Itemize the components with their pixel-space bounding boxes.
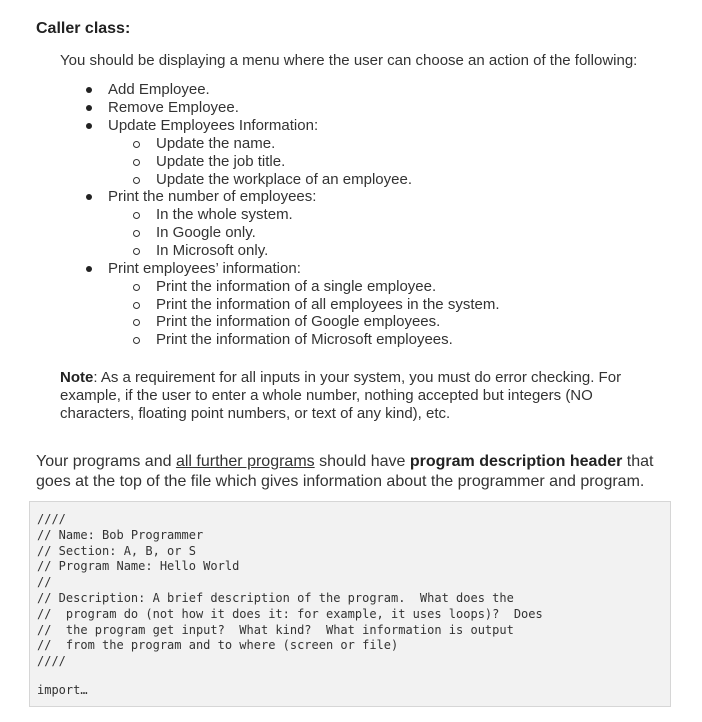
hollow-bullet-icon xyxy=(133,337,140,344)
hollow-bullet-icon xyxy=(133,248,140,255)
submenu-item xyxy=(108,206,500,224)
code-line: // Section: A, B, or S xyxy=(37,543,196,558)
submenu-item xyxy=(108,224,500,242)
submenu-item xyxy=(108,313,500,331)
submenu-item xyxy=(108,153,500,171)
menu-item-label: Update Employees Information: xyxy=(108,117,319,134)
submenu-item-label: Update the workplace of an employee. xyxy=(156,170,412,188)
bullet-icon xyxy=(86,194,92,200)
para-bold: program description header xyxy=(409,453,623,470)
code-line: //// xyxy=(37,512,66,526)
menu-item xyxy=(60,117,500,188)
hollow-bullet-icon xyxy=(133,302,140,309)
para-part3: that goes at the top of the file which gives information about the programmer and program. xyxy=(36,453,654,490)
bullet-icon xyxy=(86,123,92,129)
para-part1: Your programs and xyxy=(36,453,176,470)
hollow-bullet-icon xyxy=(133,177,140,184)
menu-item xyxy=(60,81,500,99)
submenu-list xyxy=(108,278,500,349)
code-line: // xyxy=(37,575,52,590)
hollow-bullet-icon xyxy=(133,159,140,166)
bullet-icon xyxy=(86,87,92,93)
para-part2: should have xyxy=(314,453,410,470)
bullet-icon xyxy=(86,266,92,272)
hollow-bullet-icon xyxy=(133,284,140,291)
hollow-bullet-icon xyxy=(133,319,140,326)
submenu-item xyxy=(108,278,500,296)
hollow-bullet-icon xyxy=(133,212,140,219)
submenu-item xyxy=(108,242,500,260)
section-heading: Caller class: xyxy=(36,20,131,37)
code-line: // Name: Bob Programmer xyxy=(37,527,204,542)
code-line: // from the program and to where (screen or file) xyxy=(37,638,399,653)
code-line: // Description: A brief description of the program. What does the xyxy=(37,590,514,605)
hollow-bullet-icon xyxy=(133,141,140,148)
submenu-item-label: In Google only. xyxy=(156,224,256,242)
code-block xyxy=(29,501,671,707)
code-lines xyxy=(37,512,543,670)
submenu-item xyxy=(108,296,500,314)
para-underlined: all further programs xyxy=(175,453,315,470)
note-label: Note xyxy=(60,369,94,386)
note-paragraph xyxy=(60,369,650,423)
menu-item-label: Print the number of employees: xyxy=(108,188,317,206)
submenu-item-label: In Microsoft only. xyxy=(156,241,269,259)
submenu-item-label: Print the information of Microsoft employees. xyxy=(156,331,453,349)
submenu-item xyxy=(108,135,500,153)
submenu-item-label: Update the name. xyxy=(156,135,276,152)
code-line: // the program get input? What kind? What information is output xyxy=(37,622,514,637)
menu-item-label: Remove Employee. xyxy=(108,99,239,116)
submenu-item-label: Update the job title. xyxy=(156,152,286,170)
code-line: // Program Name: Hello World xyxy=(37,559,240,574)
intro-text: You should be displaying a menu where the user can choose an action of the following: xyxy=(60,52,638,69)
menu-item xyxy=(60,260,500,349)
bullet-icon xyxy=(86,105,92,111)
code-line: // program do (not how it does it: for example, it uses loops)? Does xyxy=(37,606,543,621)
submenu-item-label: Print the information of all employees in the system. xyxy=(156,295,500,313)
submenu-item-label: In the whole system. xyxy=(156,206,293,224)
hollow-bullet-icon xyxy=(133,230,140,237)
menu-item xyxy=(60,99,500,117)
menu-item xyxy=(60,188,500,259)
menu-item-label: Print employees’ information: xyxy=(108,259,301,277)
note-text: : As a requirement for all inputs in your system, you must do error checking. For example, if the user to enter a whole number, nothing accepted but integers (NO characters, floating point numbers, or text of any kind), etc. xyxy=(60,369,622,422)
submenu-item-label: Print the information of Google employees. xyxy=(156,313,441,331)
menu-item-label: Add Employee. xyxy=(108,81,210,98)
submenu-list xyxy=(108,135,500,188)
code-import-line: import… xyxy=(37,683,88,697)
code-line: //// xyxy=(37,654,66,669)
submenu-item-label: Print the information of a single employee. xyxy=(156,277,437,295)
submenu-item xyxy=(108,331,500,349)
menu-list xyxy=(60,81,500,349)
submenu-item xyxy=(108,171,500,189)
submenu-list xyxy=(108,206,500,259)
header-requirement-paragraph xyxy=(36,452,676,491)
